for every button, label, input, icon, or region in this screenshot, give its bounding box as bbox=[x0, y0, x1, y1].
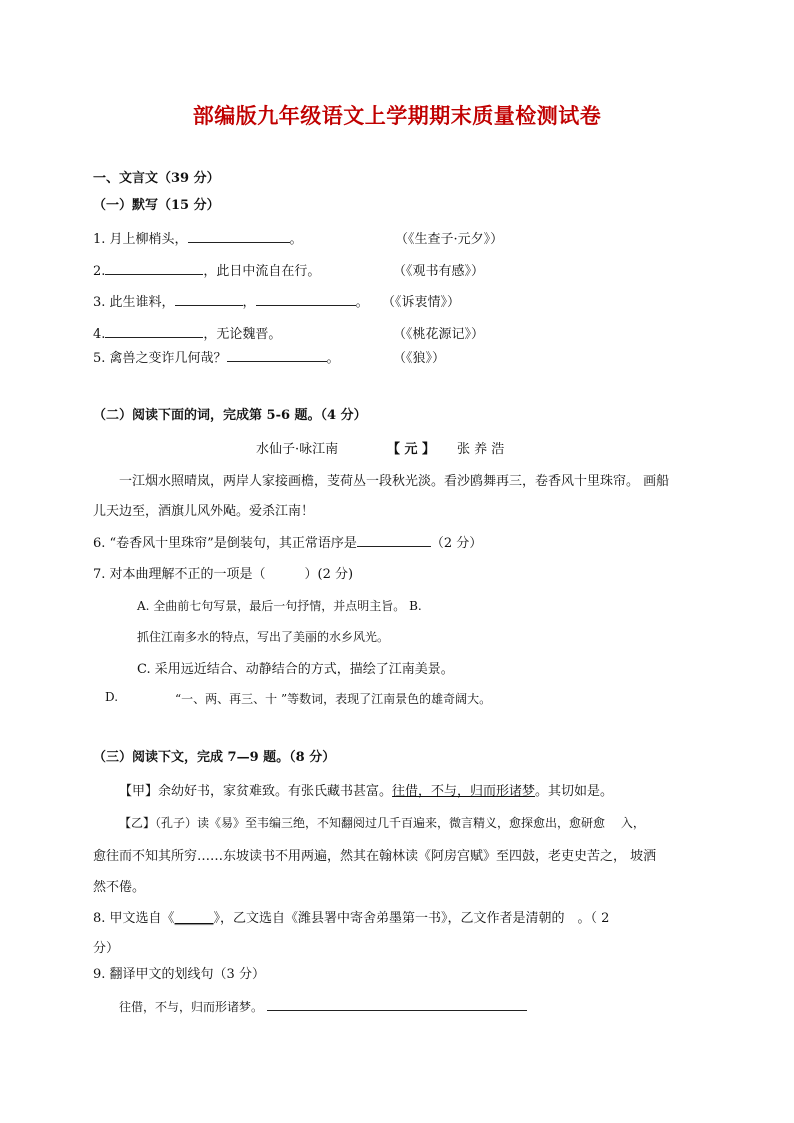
question-4 bbox=[93, 323, 281, 342]
passage-jia-text: 【甲】余幼好书，家贫难致。有张氏藏书甚富。 bbox=[119, 784, 393, 799]
answer-blank[interactable] bbox=[175, 292, 243, 306]
option-d-label: D. bbox=[105, 690, 119, 704]
question-1-end: 。 bbox=[289, 232, 303, 247]
page-title: 部编版九年级语文上学期期末质量检测试卷 bbox=[192, 104, 602, 128]
question-2-source: （《观书有感》） bbox=[393, 264, 485, 279]
question-1-text: 1. 月上柳梢头， bbox=[93, 232, 188, 247]
passage-yi-line-2: 愈往而不知其所穷……东坡读书不用两遍，然其在翰林读《阿房宫赋》至四鼓，老吏史苦之， 坡洒 bbox=[93, 849, 657, 864]
passage-jia bbox=[119, 780, 613, 799]
passage-jia-end: 。其切如是。 bbox=[535, 784, 614, 799]
question-3-end: 。 bbox=[355, 295, 369, 310]
question-2-number: 2. bbox=[93, 264, 106, 279]
answer-blank[interactable] bbox=[256, 292, 356, 306]
answer-blank[interactable]: ______ bbox=[174, 911, 214, 926]
passage-yi-line-3: 然不倦。 bbox=[93, 880, 146, 895]
option-c: C. 采用远近结合、动静结合的方式，描绘了江南美景。 bbox=[137, 662, 454, 677]
section-3-heading: （三）阅读下文，完成 7—9 题。（8 分） bbox=[93, 750, 336, 765]
question-4-number: 4. bbox=[93, 327, 106, 342]
poem-text-line-1: 一江烟水照晴岚，两岸人家接画檐，芰荷丛一段秋光淡。看沙鸥舞再三，卷香风十里珠帘。 画船 bbox=[119, 474, 670, 489]
option-a: A. 全曲前七句写景，最后一句抒情，并点明主旨。 B. bbox=[137, 599, 422, 613]
passage-yi-line-1: 【乙】（孔子）读《易》至韦编三绝，不知翻阅过几千百遍来，微言精义，愈探愈出，愈研愈 入， bbox=[119, 816, 645, 830]
question-6-text: 6. “卷香风十里珠帘”是倒装句，其正常语序是 bbox=[93, 536, 357, 551]
question-3-text: 3. 此生谁料， bbox=[93, 295, 175, 310]
option-d: “一、两、再三、十 ”等数词，表现了江南景色的雄奇阔大。 bbox=[175, 692, 492, 706]
question-1 bbox=[93, 228, 303, 247]
question-7: 7. 对本曲理解不正的一项是（ ）(2 分) bbox=[93, 567, 354, 582]
answer-blank[interactable] bbox=[267, 997, 527, 1011]
question-9-sentence bbox=[119, 997, 527, 1015]
question-3-source: （《诉衷情》） bbox=[382, 295, 461, 310]
underlined-sentence: 往借，不与，归而形诸梦 bbox=[392, 784, 536, 799]
poem-dynasty: 【 元 】 bbox=[387, 442, 436, 457]
question-1-source: （《生查子·元夕》） bbox=[395, 232, 504, 247]
answer-blank[interactable] bbox=[105, 324, 203, 338]
question-8-score: 分） bbox=[93, 941, 120, 956]
poem-title: 水仙子·咏江南 bbox=[256, 442, 339, 457]
question-2-text: ，此日中流自在行。 bbox=[203, 264, 321, 279]
answer-blank[interactable] bbox=[357, 533, 431, 547]
question-9: 9. 翻译甲文的划线句（3 分） bbox=[93, 967, 265, 982]
section-2-heading: （二）阅读下面的词，完成第 5-6 题。（4 分） bbox=[93, 408, 367, 423]
poem-text-line-2: 儿天边至，酒旗儿风外飐。爱杀江南！ bbox=[93, 504, 315, 519]
question-3 bbox=[93, 291, 369, 310]
question-9-sentence-text: 往借，不与，归而形诸梦。 bbox=[119, 1000, 264, 1014]
question-4-source: （《桃花源记》） bbox=[393, 327, 485, 342]
section-1-sub-heading: （一）默写（15 分） bbox=[93, 198, 220, 213]
question-6-score: （2 分） bbox=[430, 536, 483, 551]
question-4-text: ，无论魏晋。 bbox=[203, 327, 282, 342]
question-3-comma: ， bbox=[242, 295, 256, 310]
question-6 bbox=[93, 532, 482, 551]
question-5 bbox=[93, 347, 340, 366]
question-8-text-end: 》，乙文选自《潍县署中寄舍弟墨第一书》，乙文作者是清朝的 。（ 2 bbox=[213, 911, 610, 926]
question-5-text: 5. 禽兽之变诈几何哉？ bbox=[93, 351, 227, 366]
question-8 bbox=[93, 907, 609, 926]
option-b: 抓住江南多水的特点，写出了美丽的水乡风光。 bbox=[137, 630, 390, 644]
question-5-end: 。 bbox=[326, 351, 340, 366]
question-5-source: （《狼》） bbox=[393, 351, 446, 366]
answer-blank[interactable] bbox=[188, 229, 290, 243]
section-1-heading: 一、文言文（39 分） bbox=[93, 171, 220, 186]
answer-blank[interactable] bbox=[105, 261, 203, 275]
answer-blank[interactable] bbox=[227, 348, 327, 362]
poem-author: 张 养 浩 bbox=[457, 442, 505, 457]
question-2 bbox=[93, 260, 320, 279]
question-8-text: 8. 甲文选自《 bbox=[93, 911, 175, 926]
